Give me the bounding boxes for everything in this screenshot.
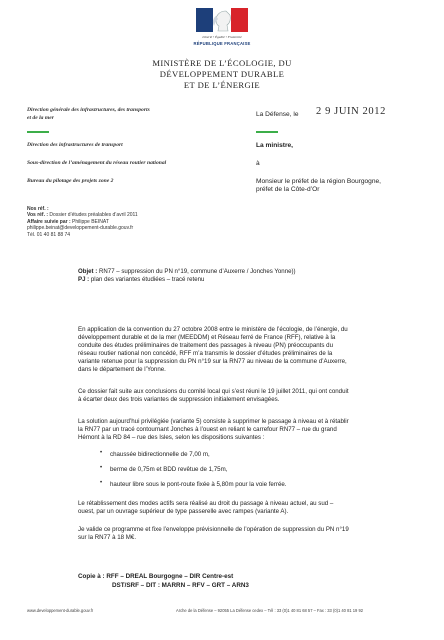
- affaire-value: Philippe BEINAT: [72, 218, 109, 225]
- bullet-item: hauteur libre sous le pont-route fixée à 5,80m pour la voie ferrée.: [110, 481, 287, 488]
- p1-line: conduite des études préliminaires de traitement des passages à niveau (PN) préoccupants du: [78, 342, 333, 350]
- marianne-profile-icon: [210, 10, 234, 32]
- pj-value: plan des variantes étudiées – tracé retenu: [90, 276, 205, 283]
- dg-line-1: Direction générale des infrastructures, des transports: [27, 107, 150, 113]
- bullet-item: chaussée bidirectionnelle de 7,00 m,: [110, 451, 210, 458]
- paragraph-1: [78, 326, 404, 374]
- recipient-address: [256, 178, 381, 194]
- contact-email: philippe.beinat@developpement-durable.gouv.fr: [27, 225, 134, 232]
- p1-line: variante retenue pour la suppression du PN n°19 sur la RN77 au niveau de la commune d’Auxerre,: [78, 358, 347, 366]
- sous-direction: Sous-direction de l’aménagement du réseau routier national: [27, 160, 167, 166]
- p4-line: Le rétablissement des modes actifs sera réalisé au droit du passage à niveau actuel, au sud –: [78, 500, 334, 507]
- references-block: [27, 206, 138, 238]
- footer-address: Arche de la Défense – 92055 La Défense cedex – Tél : 33 (0)1 40 81 68 57 – Fax : 33 (0)1 40 81 19 92: [176, 608, 363, 613]
- bullet-dot: •: [100, 480, 103, 486]
- ministry-title: [112, 58, 332, 91]
- marianne-logo: [193, 8, 251, 48]
- paragraph-4: [78, 500, 404, 516]
- direction-infrastructures: Direction des infrastructures de transport: [27, 142, 123, 148]
- date-line: [256, 106, 386, 119]
- ministry-line-1: MINISTÈRE DE L’ÉCOLOGIE, DU DÉVELOPPEMENT DURABLE: [152, 58, 292, 79]
- copie-value-1: RFF – DREAL Bourgogne – DIR Centre-est: [106, 573, 234, 580]
- ministry-line-2: ET DE L’ÉNERGIE: [183, 80, 261, 90]
- p5-line: Je valide ce programme et fixe l’enveloppe prévisionnelle de l’opération de suppression du PN n°19: [78, 526, 349, 533]
- pj-label: PJ :: [78, 276, 90, 283]
- paragraph-5: [78, 526, 404, 542]
- p1-line: dans le département de l’Yonne.: [78, 366, 166, 374]
- affaire-label: Affaire suivie par :: [27, 218, 71, 225]
- footer-website[interactable]: www.developpement-durable.gouv.fr: [27, 608, 94, 613]
- paragraph-2: [78, 388, 404, 404]
- objet-line: [78, 268, 296, 276]
- p1-line: réseau routier national non concédé, RFF m’a transmis le dossier d’études préliminaires de la: [78, 350, 333, 358]
- recipient-line-2: préfet de la Côte-d’Or: [256, 186, 320, 194]
- nos-ref: Nos réf. :: [27, 206, 49, 212]
- p1-line: En application de la convention du 27 octobre 2008 entre le ministère de l’écologie, de l’énergie, du: [78, 326, 348, 333]
- p4-line: ouest, par un ouvrage supérieur de type passerelle avec rampes (variante A).: [78, 508, 289, 516]
- vos-ref-label: Vos réf. :: [27, 212, 49, 219]
- copie-block: [78, 572, 249, 590]
- contact-tel: Tél. 01 40 81 88 74: [27, 231, 71, 238]
- bullet-item: berme de 0,75m et BDD revêtue de 1,75m,: [110, 466, 228, 473]
- p5-line: sur la RN77 à 18 M€.: [78, 534, 137, 542]
- green-rule-2: [256, 131, 278, 133]
- bureau: Bureau du pilotage des projets zone 2: [27, 178, 114, 184]
- motto: Liberté • Égalité • Fraternité: [202, 35, 242, 39]
- p2-line: Ce dossier fait suite aux conclusions du comité local qui s’est réuni le 19 juillet 2011, qui ont conduit: [78, 388, 349, 395]
- ministre-label: La ministre,: [256, 142, 294, 149]
- green-rule-1: [27, 131, 49, 133]
- p3-line: Hémont à la RD 84 – rue des Isles, selon les dispositions suivantes :: [78, 434, 265, 442]
- a-label: à: [256, 160, 260, 167]
- objet-label: Objet :: [78, 268, 98, 275]
- paragraph-3: [78, 418, 404, 442]
- p3-line: la RN77 par un tracé contournant Jonches à l’ouest en reliant le carrefour RN77 – rue du grand: [78, 426, 337, 434]
- p1-line: développement durable et de la mer (MEEDDM) et Réseau ferré de France (RFF), relative à la: [78, 334, 336, 342]
- republique-francaise: RÉPUBLIQUE FRANÇAISE: [193, 41, 251, 46]
- date-place: La Défense, le: [256, 111, 299, 118]
- date-stamp: 2 9 JUIN 2012: [316, 106, 386, 117]
- object-block: [78, 268, 296, 284]
- direction-generale: [27, 107, 150, 122]
- copie-line-1: [78, 572, 249, 581]
- republic-flag-icon: [196, 8, 248, 32]
- vos-ref-value: Dossier d’études préalables d’avril 2011: [49, 212, 138, 219]
- objet-value: RN77 – suppression du PN n°19, commune d’Auxerre / Jonches Yonne)): [99, 268, 296, 275]
- copie-line-2: DST/SRF – DIT : MARRN – RFV – GRT – ARN3: [112, 582, 249, 589]
- pj-line: [78, 276, 296, 284]
- p3-line: La solution aujourd’hui privilégiée (variante 5) consiste à supprimer le passage à niveau et à rétablir: [78, 418, 349, 425]
- bullet-dot: •: [100, 450, 103, 456]
- recipient-line-1: Monsieur le préfet de la région Bourgogne,: [256, 178, 381, 185]
- bullet-dot: •: [100, 465, 103, 471]
- p2-line: à écarter deux des trois variantes de suppression initialement envisagées.: [78, 396, 280, 404]
- dg-line-2: et de la mer: [27, 114, 54, 121]
- copie-label: Copie à :: [78, 573, 105, 580]
